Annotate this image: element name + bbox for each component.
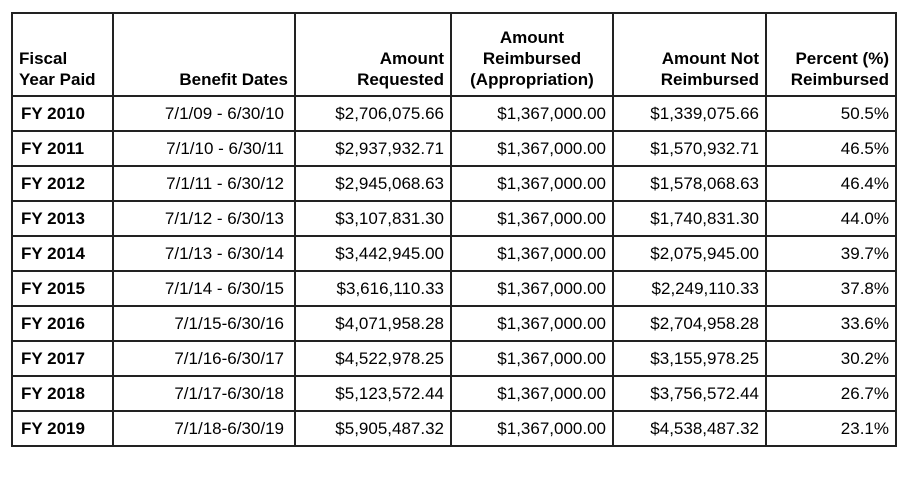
table-row [12,236,896,271]
fiscal-year-cell: FY 2012 [12,166,113,201]
percent-reimbursed-cell: 39.7% [766,236,896,271]
table-row [12,341,896,376]
table-row [12,411,896,446]
benefit-dates-cell: 7/1/11 - 6/30/12 [113,166,295,201]
fiscal-year-cell: FY 2013 [12,201,113,236]
table-row [12,376,896,411]
fiscal-year-cell: FY 2015 [12,271,113,306]
header-fiscal-year-paid [12,13,113,96]
fiscal-year-cell: FY 2017 [12,341,113,376]
amount-reimbursed-cell: $1,367,000.00 [451,166,613,201]
amount-not-reimbursed-cell: $1,570,932.71 [613,131,766,166]
header-line: Year Paid [19,70,96,89]
header-line: Reimbursed [660,70,759,89]
fiscal-year-cell: FY 2018 [12,376,113,411]
benefit-dates-cell: 7/1/15-6/30/16 [113,306,295,341]
header-line: Benefit Dates [179,70,288,89]
header-amount-not-reimbursed [613,13,766,96]
benefit-dates-cell: 7/1/17-6/30/18 [113,376,295,411]
header-amount-requested [295,13,451,96]
amount-not-reimbursed-cell: $2,075,945.00 [613,236,766,271]
benefit-dates-cell: 7/1/10 - 6/30/11 [113,131,295,166]
amount-requested-cell: $4,522,978.25 [295,341,451,376]
header-line: Fiscal [19,49,68,68]
amount-requested-cell: $5,905,487.32 [295,411,451,446]
amount-requested-cell: $3,616,110.33 [295,271,451,306]
amount-requested-cell: $5,123,572.44 [295,376,451,411]
amount-requested-cell: $2,706,075.66 [295,96,451,131]
amount-not-reimbursed-cell: $1,339,075.66 [613,96,766,131]
amount-not-reimbursed-cell: $4,538,487.32 [613,411,766,446]
header-line: Requested [357,70,444,89]
table-row [12,131,896,166]
header-line: Amount [379,49,444,68]
header-line: Reimbursed [790,70,889,89]
benefit-dates-cell: 7/1/09 - 6/30/10 [113,96,295,131]
amount-reimbursed-cell: $1,367,000.00 [451,236,613,271]
table-header [12,13,896,96]
header-line: Percent (%) [795,49,889,68]
amount-not-reimbursed-cell: $1,578,068.63 [613,166,766,201]
table-body [12,96,896,446]
percent-reimbursed-cell: 26.7% [766,376,896,411]
amount-reimbursed-cell: $1,367,000.00 [451,376,613,411]
amount-not-reimbursed-cell: $3,756,572.44 [613,376,766,411]
amount-requested-cell: $2,937,932.71 [295,131,451,166]
percent-reimbursed-cell: 50.5% [766,96,896,131]
amount-not-reimbursed-cell: $1,740,831.30 [613,201,766,236]
amount-requested-cell: $3,442,945.00 [295,236,451,271]
amount-reimbursed-cell: $1,367,000.00 [451,411,613,446]
amount-reimbursed-cell: $1,367,000.00 [451,271,613,306]
reimbursement-table [11,12,897,447]
header-row [12,13,896,96]
benefit-dates-cell: 7/1/12 - 6/30/13 [113,201,295,236]
benefit-dates-cell: 7/1/13 - 6/30/14 [113,236,295,271]
amount-not-reimbursed-cell: $3,155,978.25 [613,341,766,376]
amount-reimbursed-cell: $1,367,000.00 [451,201,613,236]
fiscal-year-cell: FY 2019 [12,411,113,446]
amount-reimbursed-cell: $1,367,000.00 [451,131,613,166]
amount-reimbursed-cell: $1,367,000.00 [451,341,613,376]
header-line: Amount Not [661,49,759,68]
table-row [12,201,896,236]
table-row [12,306,896,341]
benefit-dates-cell: 7/1/14 - 6/30/15 [113,271,295,306]
fiscal-year-cell: FY 2014 [12,236,113,271]
percent-reimbursed-cell: 44.0% [766,201,896,236]
percent-reimbursed-cell: 23.1% [766,411,896,446]
percent-reimbursed-cell: 33.6% [766,306,896,341]
table-row [12,96,896,131]
benefit-dates-cell: 7/1/16-6/30/17 [113,341,295,376]
header-amount-reimbursed [451,13,613,96]
amount-not-reimbursed-cell: $2,704,958.28 [613,306,766,341]
header-line: Reimbursed [482,49,582,68]
header-percent-reimbursed [766,13,896,96]
percent-reimbursed-cell: 46.4% [766,166,896,201]
amount-reimbursed-cell: $1,367,000.00 [451,96,613,131]
header-line: (Appropriation) [470,70,594,89]
header-benefit-dates [113,13,295,96]
amount-requested-cell: $4,071,958.28 [295,306,451,341]
amount-not-reimbursed-cell: $2,249,110.33 [613,271,766,306]
table-row [12,271,896,306]
fiscal-year-cell: FY 2011 [12,131,113,166]
header-line: Amount [499,28,565,47]
benefit-dates-cell: 7/1/18-6/30/19 [113,411,295,446]
amount-reimbursed-cell: $1,367,000.00 [451,306,613,341]
amount-requested-cell: $2,945,068.63 [295,166,451,201]
amount-requested-cell: $3,107,831.30 [295,201,451,236]
percent-reimbursed-cell: 46.5% [766,131,896,166]
percent-reimbursed-cell: 30.2% [766,341,896,376]
table-row [12,166,896,201]
fiscal-year-cell: FY 2016 [12,306,113,341]
fiscal-year-cell: FY 2010 [12,96,113,131]
percent-reimbursed-cell: 37.8% [766,271,896,306]
